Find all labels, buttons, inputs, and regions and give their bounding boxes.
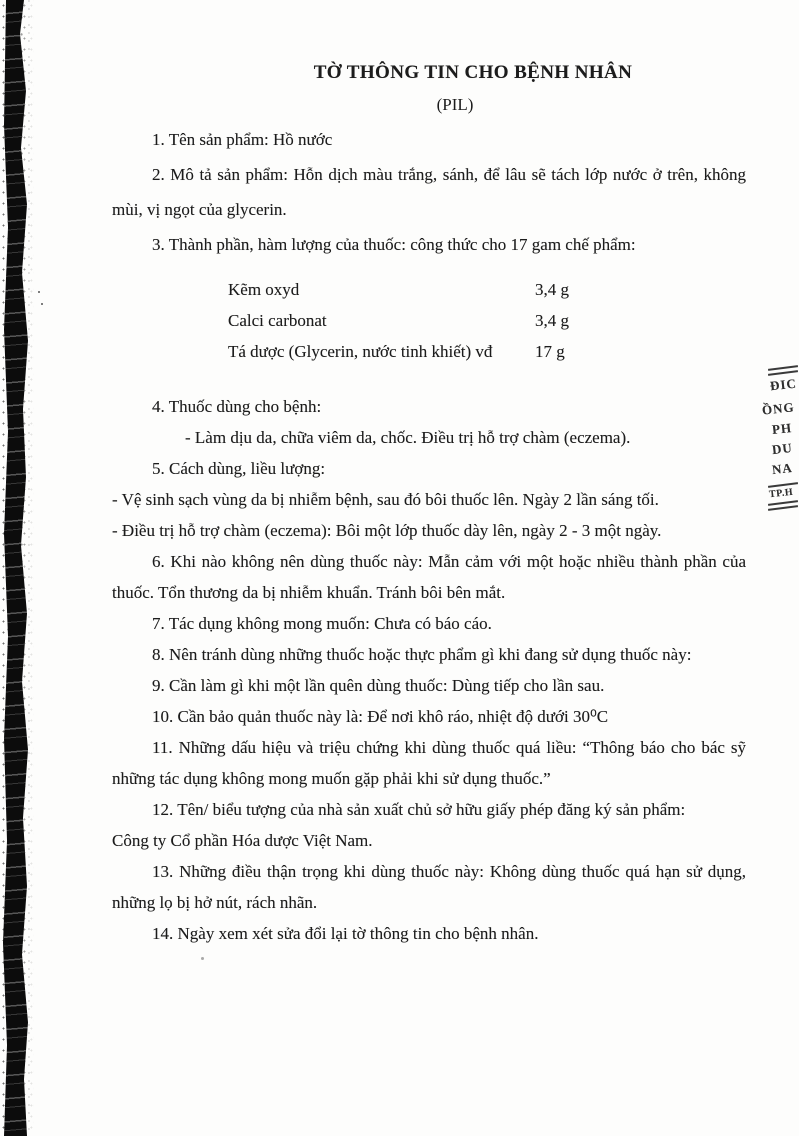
ingredient-name: Calci carbonat — [228, 311, 327, 330]
doc-line-item4: 4. Thuốc dùng cho bệnh: — [152, 397, 322, 416]
stamp-text-fragment: ỒNG — [761, 399, 796, 418]
scan-binding-artifact — [0, 0, 36, 1136]
table-row — [112, 274, 746, 305]
table-row — [112, 336, 746, 367]
doc-line-item5: 5. Cách dùng, liều lượng: — [152, 459, 326, 478]
doc-line-item13-cont: những lọ bị hở nút, rách nhãn. — [112, 893, 318, 912]
doc-line-item6: 6. Khi nào không nên dùng thuốc này: Mẫn cảm với một hoặc nhiều thành phần của — [152, 552, 746, 571]
ingredient-name: Kẽm oxyd — [228, 280, 300, 299]
ingredient-amount: 3,4 g — [535, 280, 569, 299]
stamp-text-fragment: TP.H — [768, 486, 794, 501]
doc-line-item9: 9. Cần làm gì khi một lần quên dùng thuốc: Dùng tiếp cho lần sau. — [152, 676, 605, 695]
document-body — [112, 58, 746, 949]
doc-line-item5-bullet1: - Vệ sinh sạch vùng da bị nhiễm bệnh, sau đó bôi thuốc lên. Ngày 2 lần sáng tối. — [112, 490, 659, 509]
doc-line-item10: 10. Cần bảo quản thuốc này là: Để nơi khô ráo, nhiệt độ dưới 30⁰C — [152, 707, 609, 726]
table-row — [112, 305, 746, 336]
ingredient-table — [112, 274, 746, 367]
scan-dot — [38, 291, 40, 293]
stamp-text-fragment: DU — [771, 439, 794, 458]
scan-dot — [201, 957, 204, 960]
doc-line-item12-cont: Công ty Cổ phần Hóa dược Việt Nam. — [112, 831, 373, 850]
scan-dot — [41, 303, 43, 305]
doc-line-item13: 13. Những điều thận trọng khi dùng thuốc này: Không dùng thuốc quá hạn sử dụng, — [152, 862, 746, 881]
page-title: TỜ THÔNG TIN CHO BỆNH NHÂN — [313, 62, 633, 83]
binding-white-streaks — [4, 0, 28, 1136]
doc-line-item6-cont: thuốc. Tổn thương da bị nhiễm khuẩn. Tránh bôi bên mắt. — [112, 583, 506, 602]
stamp-text-fragment: ĐIC — [769, 375, 798, 394]
doc-line-item12: 12. Tên/ biểu tượng của nhà sản xuất chủ sở hữu giấy phép đăng ký sản phẩm: — [152, 800, 686, 819]
edge-stamp-fragment — [757, 360, 799, 520]
doc-line-item4-bullet: - Làm dịu da, chữa viêm da, chốc. Điều trị hỗ trợ chàm (eczema). — [185, 428, 631, 447]
doc-line-item11: 11. Những dấu hiệu và triệu chứng khi dùng thuốc quá liều: “Thông báo cho bác sỹ — [152, 738, 746, 757]
doc-line-item8: 8. Nên tránh dùng những thuốc hoặc thực phẩm gì khi đang sử dụng thuốc này: — [152, 645, 692, 664]
page-subtitle: (PIL) — [436, 95, 474, 114]
stamp-text-fragment: PH — [771, 419, 793, 438]
doc-line-item14: 14. Ngày xem xét sửa đổi lại tờ thông tin cho bệnh nhân. — [152, 924, 539, 943]
doc-line-item1: 1. Tên sản phẩm: Hồ nước — [152, 130, 333, 149]
stamp-text-fragment: NA — [771, 459, 794, 478]
ingredient-amount: 3,4 g — [535, 311, 569, 330]
stamp-border-line — [768, 505, 798, 511]
ingredient-name: Tá dược (Glycerin, nước tinh khiết) vđ — [228, 342, 493, 361]
doc-line-item7: 7. Tác dụng không mong muốn: Chưa có báo cáo. — [152, 614, 492, 633]
doc-line-item5-bullet2: - Điều trị hỗ trợ chàm (eczema): Bôi một lớp thuốc dày lên, ngày 2 - 3 một ngày. — [112, 521, 662, 540]
doc-line-item2: 2. Mô tả sản phẩm: Hỗn dịch màu trắng, sánh, để lâu sẽ tách lớp nước ở trên, không — [152, 165, 746, 184]
doc-line-item3: 3. Thành phần, hàm lượng của thuốc: công thức cho 17 gam chế phẩm: — [152, 235, 636, 254]
ingredient-amount: 17 g — [535, 342, 565, 361]
doc-line-item11-cont: những tác dụng không mong muốn gặp phải khi sử dụng thuốc.” — [112, 769, 551, 788]
doc-line-item2-cont: mùi, vị ngọt của glycerin. — [112, 200, 287, 219]
